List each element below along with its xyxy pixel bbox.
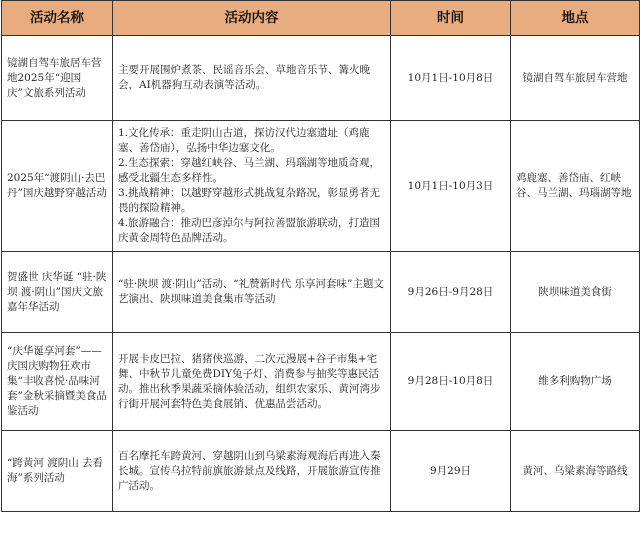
table-row [2,36,640,121]
table-row [2,333,640,431]
event-time: 9月28日-10月8日 [391,333,511,431]
event-name: 贺盛世 庆华诞 “驻·陕坝 渡·阴山”国庆文旅嘉年华活动 [2,252,113,333]
event-place: 维多利购物广场 [511,333,640,431]
events-table [1,0,640,512]
event-time: 10月1日-10月3日 [391,121,511,252]
table-row [2,121,640,252]
event-content: 主要开展围炉煮茶、民谣音乐会、草地音乐节、篝火晚会，AI机器狗互动表演等活动。 [113,36,391,121]
event-time: 9月29日 [391,431,511,512]
event-name: 2025年“渡阴山·去巴丹”国庆越野穿越活动 [2,121,113,252]
event-content: “驻·陕坝 渡·阴山”活动、“礼赞新时代 乐享河套味”主题文艺演出、陕坝味道美食集市等活动 [113,252,391,333]
content-item: 2.生态探索：穿越红峡谷、马兰湖、玛瑙湖等地质奇观，感受北疆生态多样性。 [118,157,381,184]
event-content: 百名摩托车跨黄河、穿越阴山到乌梁素海观海后再进入秦长城。宣传乌拉特前旗旅游景点及线路，开展旅游宣传推广活动。 [113,431,391,512]
header-place: 地点 [511,1,640,36]
header-content: 活动内容 [113,1,391,36]
event-content [113,121,391,252]
table-row [2,431,640,512]
content-item: 1.文化传承：重走阴山古道，探访汉代边塞遗址（鸡鹿塞、善岱庙），弘扬中华边塞文化。 [118,127,370,154]
event-place: 镜湖自驾车旅居车营地 [511,36,640,121]
header-time: 时间 [391,1,511,36]
content-item: 4.旅游融合：推动巴彦淖尔与阿拉善盟旅游联动，打造国庆黄金周特色品牌活动。 [118,217,381,244]
event-time: 10月1日-10月8日 [391,36,511,121]
event-name: “庆华诞享河套”——庆国庆购物狂欢市集“丰收喜悦·品味河套”金秋采摘暨美食品鉴活动 [2,333,113,431]
event-place: 陕坝味道美食街 [511,252,640,333]
event-place: 鸡鹿塞、善岱庙、红峡谷、马兰湖、玛瑙湖等地 [511,121,640,252]
event-content: 开展卡皮巴拉、猪猪侠巡游、二次元漫展+谷子市集+宅舞、中秋节儿童免费DIY兔子灯、消费参与抽奖等惠民活动。推出秋季果蔬采摘体验活动，组织农家乐、黄河湾步行街开展河套特色美食展销、优惠品尝活动。 [113,333,391,431]
event-name: 镜湖自驾车旅居车营地2025年“迎国庆”文旅系列活动 [2,36,113,121]
header-row [2,1,640,36]
event-name: “跨黄河 渡阴山 去看海”系列活动 [2,431,113,512]
event-time: 9月26日-9月28日 [391,252,511,333]
header-name: 活动名称 [2,1,113,36]
content-item: 3.挑战精神：以越野穿越形式挑战复杂路况，彰显勇者无畏的探险精神。 [118,187,381,214]
table-row [2,252,640,333]
event-place: 黄河、乌梁素海等路线 [511,431,640,512]
